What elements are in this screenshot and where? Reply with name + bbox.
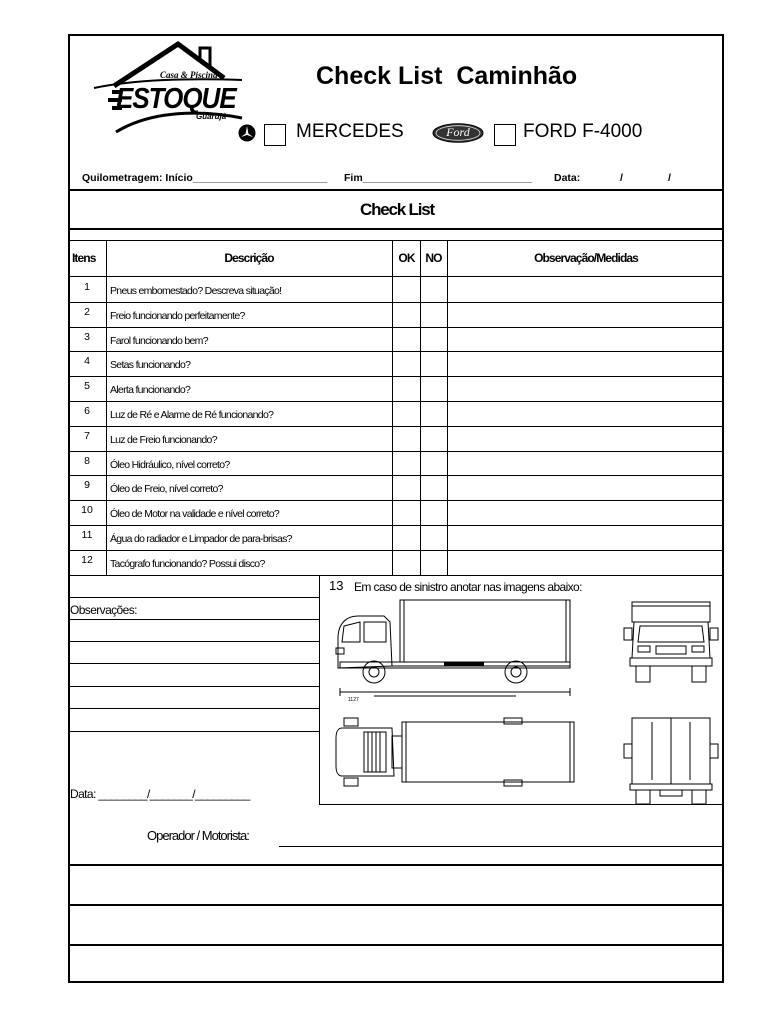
observation-cell[interactable] bbox=[448, 551, 724, 574]
header-items: Itens bbox=[72, 251, 96, 265]
truck-rear-view bbox=[622, 714, 720, 806]
mercedes-star-icon bbox=[238, 124, 256, 142]
checklist-title-divider bbox=[68, 228, 724, 230]
observation-cell[interactable] bbox=[448, 278, 724, 301]
no-cell[interactable] bbox=[421, 377, 447, 400]
ford-oval-icon bbox=[432, 123, 484, 143]
ok-cell[interactable] bbox=[393, 476, 420, 499]
row-description: Óleo de Freio, nível correto? bbox=[110, 483, 223, 496]
obs-line-7 bbox=[68, 731, 319, 732]
blank-row-line-2 bbox=[68, 904, 724, 906]
no-cell[interactable] bbox=[421, 328, 447, 351]
obs-line-6 bbox=[68, 708, 319, 709]
row-number: 8 bbox=[84, 454, 90, 467]
row-description: Farol funcionando bem? bbox=[110, 334, 208, 347]
date-separator-1: / bbox=[620, 172, 623, 184]
ok-cell[interactable] bbox=[393, 452, 420, 475]
mileage-start: Quilometragem: Início_______________________ bbox=[82, 172, 328, 184]
truck-top-view bbox=[334, 716, 580, 788]
date-line: Data: ________/_______/_________ bbox=[70, 787, 250, 801]
mercedes-label: MERCEDES bbox=[296, 121, 404, 142]
row-number: 7 bbox=[84, 429, 90, 442]
operator-label: Operador / Motorista: bbox=[147, 828, 249, 843]
form-title: Check List Caminhão bbox=[316, 62, 578, 90]
ok-cell[interactable] bbox=[393, 352, 420, 375]
ok-cell[interactable] bbox=[393, 526, 420, 549]
row-number: 5 bbox=[84, 380, 90, 393]
row-description: Tacógrafo funcionando? Possui disco? bbox=[110, 557, 265, 570]
ok-cell[interactable] bbox=[393, 402, 420, 425]
row-description: Água do radiador e Limpador de para-brisas? bbox=[110, 533, 292, 545]
header-divider bbox=[68, 189, 724, 191]
observation-cell[interactable] bbox=[448, 303, 724, 326]
row-number: 11 bbox=[81, 529, 93, 541]
table-row-line bbox=[68, 575, 724, 576]
no-cell[interactable] bbox=[421, 352, 447, 375]
no-cell[interactable] bbox=[421, 476, 447, 499]
no-cell[interactable] bbox=[421, 501, 447, 524]
no-cell[interactable] bbox=[421, 278, 447, 301]
no-cell[interactable] bbox=[421, 427, 447, 450]
header-description: Descrição bbox=[224, 251, 274, 265]
row-number: 2 bbox=[84, 305, 90, 318]
observation-cell[interactable] bbox=[448, 328, 724, 351]
row-description: Óleo Hidráulico, nível correto? bbox=[110, 458, 230, 471]
ok-cell[interactable] bbox=[393, 427, 420, 450]
header-observations: Observação/Medidas bbox=[534, 251, 638, 265]
ok-cell[interactable] bbox=[393, 278, 420, 301]
no-cell[interactable] bbox=[421, 303, 447, 326]
operator-signature-line[interactable] bbox=[279, 846, 724, 847]
no-cell[interactable] bbox=[421, 402, 447, 425]
ford-checkbox[interactable] bbox=[494, 124, 516, 146]
checklist-title-divider-2 bbox=[68, 240, 724, 241]
obs-line-2 bbox=[68, 619, 319, 620]
obs-line-5 bbox=[68, 686, 319, 687]
observation-cell[interactable] bbox=[448, 452, 724, 475]
ok-cell[interactable] bbox=[393, 501, 420, 524]
observation-cell[interactable] bbox=[448, 402, 724, 425]
ok-cell[interactable] bbox=[393, 303, 420, 326]
company-logo bbox=[92, 40, 252, 136]
no-cell[interactable] bbox=[421, 551, 447, 574]
blank-row-line-1 bbox=[68, 864, 724, 866]
lower-divider bbox=[319, 575, 320, 804]
row-description: Freio funcionando perfeitamente? bbox=[110, 309, 245, 322]
no-cell[interactable] bbox=[421, 452, 447, 475]
ford-label: FORD F-4000 bbox=[523, 121, 643, 142]
obs-line-3 bbox=[68, 641, 319, 642]
checklist-title: Check List bbox=[360, 200, 434, 219]
table-column-line bbox=[106, 241, 107, 575]
obs-line-1 bbox=[68, 597, 319, 598]
row-number: 1 bbox=[84, 281, 90, 293]
date-label: Data: bbox=[554, 172, 581, 184]
row-description: Óleo de Motor na validade e nível correto? bbox=[110, 508, 280, 521]
row-number: 10 bbox=[81, 504, 93, 517]
ok-cell[interactable] bbox=[393, 328, 420, 351]
item-13-number: 13 bbox=[329, 578, 344, 593]
logo-top-text: Casa & Piscina bbox=[160, 70, 218, 80]
no-cell[interactable] bbox=[421, 526, 447, 549]
row-description: Luz de Freio funcionando? bbox=[110, 433, 217, 446]
row-description: Alerta funcionando? bbox=[110, 384, 191, 397]
observation-cell[interactable] bbox=[448, 526, 724, 549]
ok-cell[interactable] bbox=[393, 551, 420, 574]
row-number: 12 bbox=[81, 553, 93, 566]
logo-city: Guarujá bbox=[196, 112, 227, 121]
mileage-end: Fim_____________________________ bbox=[344, 172, 533, 184]
truck-side-view bbox=[334, 596, 580, 710]
row-number: 6 bbox=[84, 405, 90, 417]
observation-cell[interactable] bbox=[448, 427, 724, 450]
row-description: Pneus embomestado? Descreva situação! bbox=[110, 285, 282, 297]
table-header-bottom bbox=[68, 276, 724, 277]
row-number: 9 bbox=[84, 479, 90, 492]
ok-cell[interactable] bbox=[393, 377, 420, 400]
blank-row-line-3 bbox=[68, 944, 724, 946]
observations-label: Observações: bbox=[70, 603, 137, 617]
row-number: 3 bbox=[84, 330, 90, 343]
mercedes-checkbox[interactable] bbox=[264, 124, 286, 146]
row-description: Luz de Ré e Alarme de Ré funcionando? bbox=[110, 409, 274, 421]
ford-logo-text: Ford bbox=[446, 125, 470, 139]
header-ok: OK bbox=[398, 251, 415, 265]
date-separator-2: / bbox=[668, 172, 671, 184]
item-13-text: Em caso de sinistro anotar nas imagens abaixo: bbox=[354, 580, 582, 594]
dimension-label: 1127 bbox=[348, 697, 359, 703]
row-number: 4 bbox=[84, 355, 90, 368]
header-no: NO bbox=[425, 251, 442, 265]
observation-cell[interactable] bbox=[448, 476, 724, 499]
observation-cell[interactable] bbox=[448, 501, 724, 524]
observation-cell[interactable] bbox=[448, 352, 724, 375]
row-description: Setas funcionando? bbox=[110, 359, 191, 372]
observation-cell[interactable] bbox=[448, 377, 724, 400]
obs-line-4 bbox=[68, 663, 319, 664]
truck-front-view bbox=[622, 598, 720, 688]
logo-name: ESTOQUE bbox=[116, 81, 236, 115]
